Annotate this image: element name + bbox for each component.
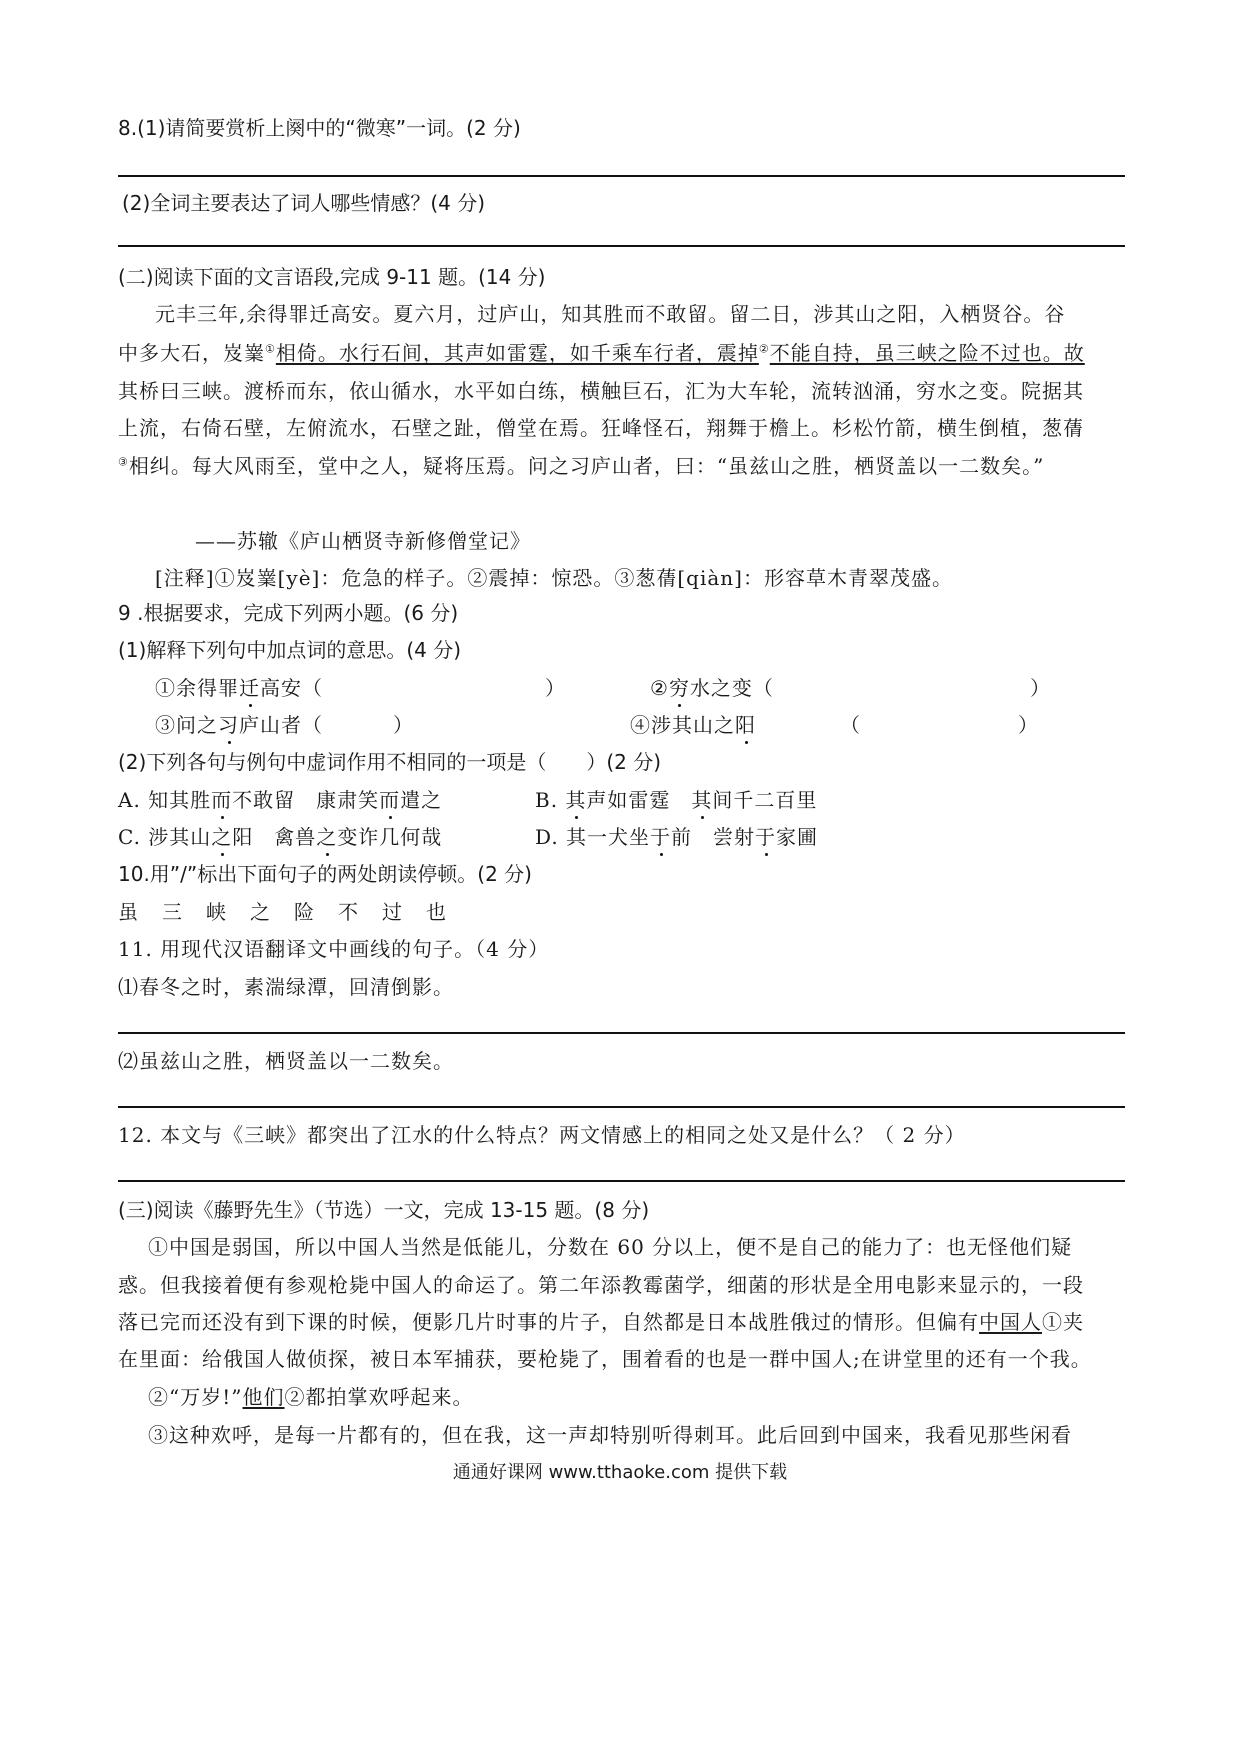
- passage-text: 相纠。每大风雨至，堂中之人，疑将压焉。问之习庐山者，曰：“虽兹山之胜，栖贤盖以一二数矣。”: [128, 454, 1045, 478]
- sentence-char: 三: [162, 900, 183, 924]
- underlined-word: 中国人: [979, 1310, 1042, 1334]
- option-text: 变诈几何哉: [337, 825, 443, 849]
- q9-sub2: (2)下列各句与例句中虚词作用不相同的一项是（ ）(2 分): [118, 750, 662, 774]
- q9-sub1: (1)解释下列句中加点词的意思。(4 分): [118, 638, 462, 662]
- passage-line-3: 其桥曰三峡。渡桥而东，依山循水，水平如白练，横触巨石，汇为大车轮，流转汹涌，穷水之变。院据其: [118, 379, 1084, 403]
- answer-line: [118, 1106, 1125, 1108]
- answer-line: [118, 1180, 1125, 1182]
- dotted-word: 习: [218, 710, 239, 740]
- q9-item-2: [650, 673, 774, 703]
- q8-part1: 8.(1)请简要赏析上阕中的“微寒”一词。(2 分): [118, 116, 521, 140]
- item-text: ①余得罪: [155, 676, 239, 700]
- q9-item-4-open: （: [840, 713, 861, 737]
- sentence-char: 也: [426, 900, 447, 924]
- option-text: 不敢留 康肃笑: [232, 788, 380, 812]
- q11-title: 11. 用现代汉语翻译文中画线的句子。（4 分）: [118, 937, 550, 961]
- section2-heading: (二)阅读下面的文言语段,完成 9-11 题。(14 分): [118, 265, 546, 289]
- item-text: 水之变（: [689, 676, 774, 700]
- dotted-word: 而: [211, 785, 232, 815]
- footnote-marker: ③: [118, 455, 129, 469]
- dotted-word: 于: [755, 822, 776, 852]
- q9-item-3: [155, 710, 323, 740]
- excerpt-line-5: [148, 1382, 474, 1412]
- underlined-word: 他们: [242, 1385, 285, 1409]
- section3-heading: (三)阅读《藤野先生》（节选）一文，完成 13-15 题。(8 分): [118, 1198, 650, 1222]
- option-text: 间千二百里: [712, 788, 818, 812]
- dotted-word: 之: [211, 822, 232, 852]
- option-b: [535, 785, 817, 815]
- option-c: [118, 822, 442, 852]
- option-text: C. 涉其山: [118, 825, 212, 849]
- excerpt-line-6: ③这种欢呼，是每一片都有的，但在我，这一声却特别听得刺耳。此后回到中国来，我看见那些闲看: [148, 1423, 1072, 1447]
- footnote-marker: ②: [758, 342, 770, 356]
- passage-line-4: 上流，右倚石壁，左俯流水，石壁之趾，僧堂在焉。狂峰怪石，翔舞于檐上。杉松竹箭，横生倒植，葱蒨: [118, 416, 1084, 440]
- sentence-char: 峡: [206, 900, 227, 924]
- passage-line-2: [118, 338, 1085, 368]
- option-text: D. 其一犬坐: [535, 825, 651, 849]
- page-footer: 通通好课网 www.tthaoke.com 提供下载: [452, 1462, 788, 1483]
- q9-item-4-close: ）: [1018, 713, 1039, 737]
- footnote-marker: ①: [265, 342, 276, 356]
- item-text: 庐山者（: [239, 713, 323, 737]
- annotations: [注释]①岌嶪[yè]：危急的样子。②震掉：惊恐。③葱蒨[qiàn]：形容草木青翠茂盛。: [155, 566, 953, 590]
- excerpt-line-4: 在里面：给俄国人做侦探，被日本军捕获，要枪毙了，围着看的也是一群中国人;在讲堂里的还有一个我。: [118, 1347, 1092, 1371]
- sentence-char: 险: [294, 900, 315, 924]
- excerpt-line-2: 惑。但我接着便有参观枪毙中国人的命运了。第二年添教霉菌学，细菌的形状是全用电影来显示的，一段: [118, 1273, 1084, 1297]
- item-text: ④涉其山之: [630, 713, 735, 737]
- q9-item-4: [630, 710, 756, 740]
- option-text: 声如雷霆: [586, 788, 692, 812]
- excerpt-line-1: ①中国是弱国，所以中国人当然是低能儿，分数在 60 分以上，便不是自己的能力了：也无怪他们疑: [148, 1235, 1073, 1259]
- option-text: 遣之: [400, 788, 443, 812]
- passage-line-5: [118, 451, 1044, 481]
- dotted-word: 阳: [735, 710, 756, 740]
- answer-line: [118, 1032, 1125, 1034]
- passage-text: 中多大石，岌嶪: [118, 341, 265, 365]
- dotted-word: 而: [379, 785, 400, 815]
- option-text: 前 尝射: [671, 825, 756, 849]
- q10-sentence: [118, 897, 470, 927]
- dotted-word: 于: [650, 822, 671, 852]
- sentence-char: 过: [382, 900, 403, 924]
- q9-item-3-close: ）: [393, 713, 414, 737]
- q9-item-1-close: ）: [545, 676, 566, 700]
- excerpt-text: ②“万岁!”: [148, 1385, 243, 1409]
- q12-title: 12. 本文与《三峡》都突出了江水的什么特点？两文情感上的相同之处又是什么？（ 2 分）: [118, 1123, 966, 1147]
- q9-title: 9 .根据要求，完成下列两小题。(6 分): [118, 601, 459, 625]
- q9-item-2-close: ）: [1030, 676, 1051, 700]
- passage-line-1: 元丰三年,余得罪迁高安。夏六月，过庐山，知其胜而不敢留。留二日，涉其山之阳，入栖贤谷。谷: [155, 302, 1066, 326]
- q11-sentence-2: ⑵虽兹山之胜，栖贤盖以一二数矣。: [118, 1049, 454, 1073]
- q10-title: 10.用”/”标出下面句子的两处朗读停顿。(2 分): [118, 862, 532, 886]
- sentence-char: 之: [250, 900, 271, 924]
- excerpt-text: ①夹: [1042, 1310, 1084, 1334]
- q9-item-1: [155, 673, 323, 703]
- q8-part2: (2)全词主要表达了词人哪些情感？(4 分): [122, 191, 486, 215]
- option-text: B.: [535, 788, 566, 812]
- passage-source: ——苏辙《庐山栖贤寺新修僧堂记》: [195, 529, 531, 553]
- dotted-word: 其: [565, 785, 586, 815]
- option-text: 家圃: [776, 825, 819, 849]
- q11-sentence-1: ⑴春冬之时，素湍绿潭，回清倒影。: [118, 975, 454, 999]
- item-text: ③问之: [155, 713, 218, 737]
- option-text: 阳 禽兽: [232, 825, 317, 849]
- underlined-sentence: 不能自持，虽三峡之险不过也。故: [769, 341, 1085, 365]
- dotted-word: 其: [691, 785, 712, 815]
- excerpt-text: 落已完而还没有到下课的时候，便影几片时事的片子，自然都是日本战胜俄过的情形。但偏有: [118, 1310, 979, 1334]
- sentence-char: 不: [338, 900, 359, 924]
- sentence-char: 虽: [118, 900, 139, 924]
- dotted-word: 之: [316, 822, 337, 852]
- answer-line: [118, 175, 1125, 177]
- dotted-word: 穷: [669, 673, 690, 703]
- option-text: A. 知其胜: [118, 788, 212, 812]
- excerpt-text: ②都拍掌欢呼起来。: [284, 1385, 474, 1409]
- dotted-word: 迁: [239, 673, 260, 703]
- item-text: ②: [650, 676, 669, 700]
- option-a: [118, 785, 442, 815]
- answer-line: [118, 245, 1125, 247]
- option-d: [535, 822, 818, 852]
- item-text: 高安（: [260, 676, 323, 700]
- underlined-sentence: 相倚。水行石间，其声如雷霆，如千乘车行者，震掉: [275, 341, 759, 365]
- excerpt-line-3: [118, 1307, 1084, 1337]
